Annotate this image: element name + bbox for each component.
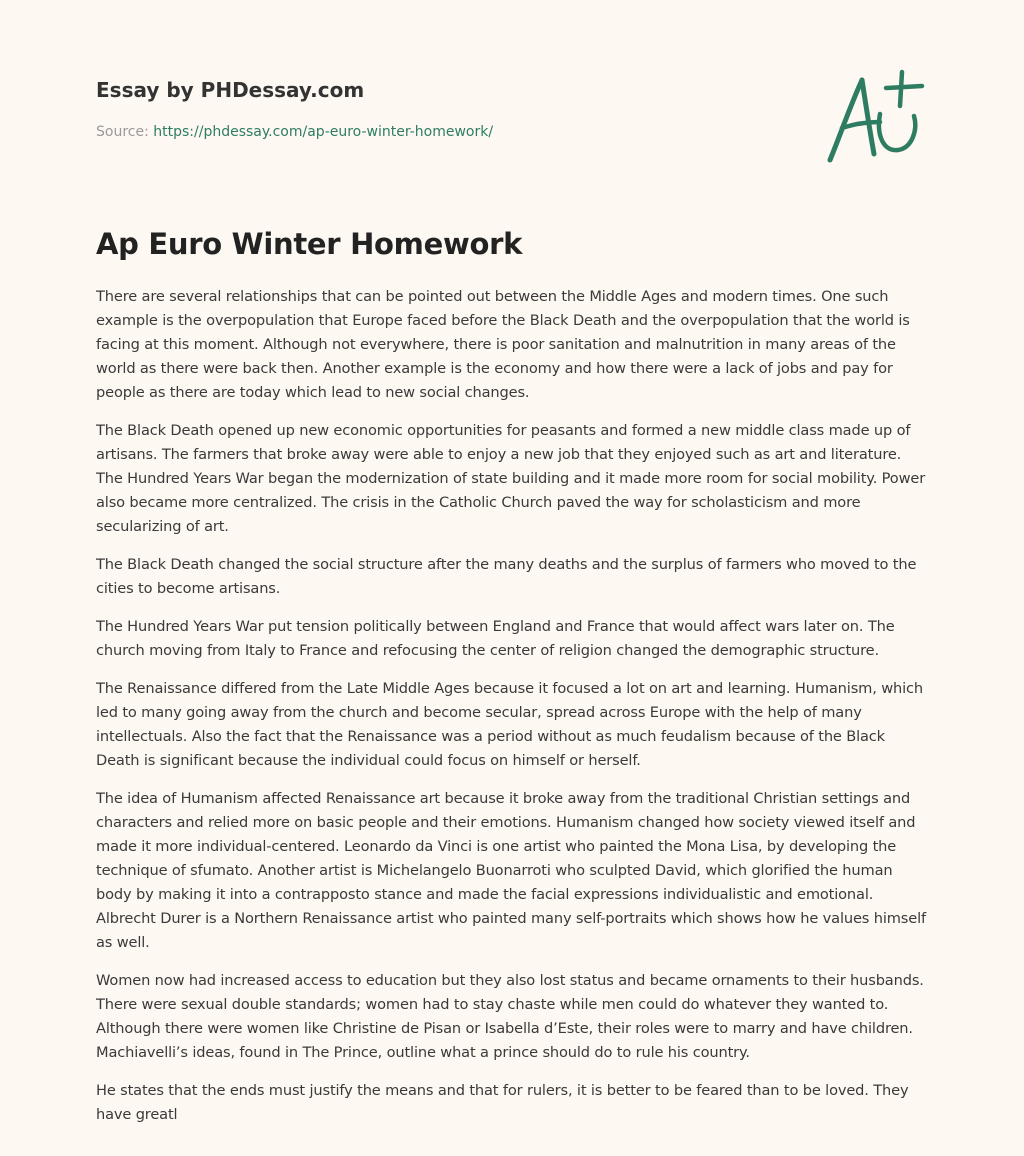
paragraph: There are several relationships that can be pointed out between the Middle Ages and modern times. One such example is the overpopulation that Europe faced before the Black Death and the overpopulation that the world is facing at this moment. Although not everywhere, there is poor sanitation and malnutrition in many areas of the world as there were back then. Another example is the economy and how there were a lack of jobs and pay for people as there are today which lead to new social changes.	[96, 288, 910, 401]
paragraph: The Renaissance differed from the Late Middle Ages because it focused a lot on art and learning. Humanism, which led to many going away from the church and become secular, spread across Europe with the help of many intellectuals. Also the fact that the Renaissance was a period without as much feudalism because of the Black Death is significant because the individual could focus on himself or herself.	[96, 680, 923, 769]
source-line	[96, 122, 716, 142]
paragraph: The Black Death opened up new economic opportunities for peasants and formed a new middle class made up of artisans. The farmers that broke away were able to enjoy a new job that they enjoyed such as art and literature. The Hundred Years War began the modernization of state building and it made more room for social mobility. Power also became more centralized. The crisis in the Catholic Church paved the way for scholasticism and more secularizing of art.	[96, 422, 926, 535]
a-plus-logo-icon	[818, 66, 930, 166]
paragraph: He states that the ends must justify the means and that for rulers, it is better to be feared than to be loved. They have greatl	[96, 1082, 909, 1123]
brand-title: Essay by PHDessay.com	[96, 78, 365, 102]
paragraph: Women now had increased access to education but they also lost status and became ornaments to their husbands. There were sexual double standards; women had to stay chaste while men could do whatever they wanted to. Although there were women like Christine de Pisan or Isabella d’Este, their roles were to marry and have children. Machiavelli’s ideas, found in The Prince, outline what a prince should do to rule his country.	[96, 972, 924, 1061]
source-link[interactable]: https://phdessay.com/ap-euro-winter-homework/	[153, 124, 494, 140]
paragraph: The idea of Humanism affected Renaissance art because it broke away from the traditional Christian settings and characters and relied more on basic people and their emotions. Humanism changed how society viewed itself and made it more individual-centered. Leonardo da Vinci is one artist who painted the Mona Lisa, by developing the technique of sfumato. Another artist is Michelangelo Buonarroti who sculpted David, which glorified the human body by making it into a contrapposto stance and made the facial expressions individualistic and emotional. Albrecht Durer is a Northern Renaissance artist who painted many self-portraits which shows how he values himself as well.	[96, 790, 926, 951]
paragraph: The Hundred Years War put tension politically between England and France that would affect wars later on. The church moving from Italy to France and refocusing the center of religion changed the demographic structure.	[96, 618, 895, 659]
paragraph: The Black Death changed the social structure after the many deaths and the surplus of farmers who moved to the cities to become artisans.	[96, 556, 917, 597]
source-label: Source:	[96, 124, 154, 140]
essay-title: Ap Euro Winter Homework	[96, 227, 523, 261]
essay-header	[96, 76, 716, 142]
essay-body	[96, 285, 932, 1141]
